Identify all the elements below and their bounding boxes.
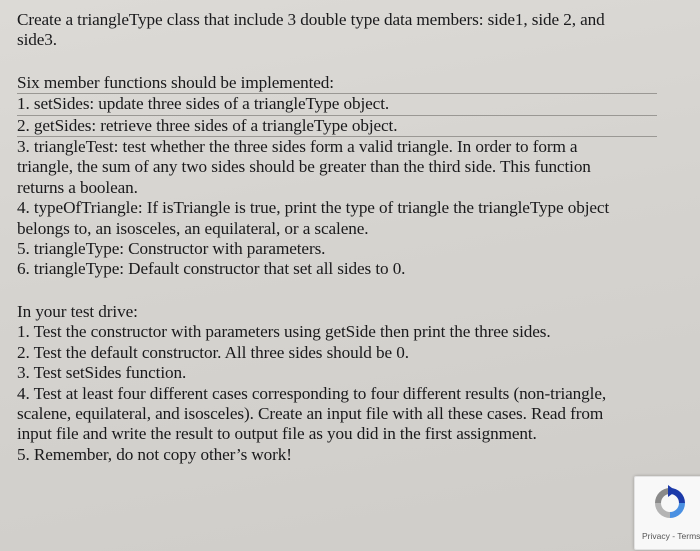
functions-heading: Six member functions should be implemented: [17, 72, 334, 92]
intro-line: Create a triangleType class that include 3 double type data members: side1, side 2, and [17, 10, 605, 29]
test-drive-item: 3. Test setSides function. [17, 363, 187, 383]
test-drive-item: 1. Test the constructor with parameters using getSide then print the three sides. [17, 322, 551, 342]
test-drive-item: 5. Remember, do not copy other’s work! [17, 444, 292, 464]
paragraph-gap [17, 280, 687, 302]
test-drive-heading: In your test drive: [17, 301, 138, 321]
assignment-text [17, 10, 687, 465]
function-item: triangle, the sum of any two sides should be greater than the third side. This function [17, 157, 591, 177]
paragraph-gap [17, 51, 687, 73]
test-drive-item: 2. Test the default constructor. All three sides should be 0. [17, 342, 409, 362]
function-item: 1. setSides: update three sides of a triangleType object. [17, 93, 657, 115]
function-item: 4. typeOfTriangle: If isTriangle is true, print the type of triangle the triangleType object [17, 198, 610, 218]
recaptcha-icon [652, 485, 688, 521]
function-item: 2. getSides: retrieve three sides of a triangleType object. [17, 115, 398, 135]
recaptcha-badge[interactable] [634, 476, 700, 550]
function-item: 3. triangleTest: test whether the three sides form a valid triangle. In order to form a [17, 136, 657, 157]
function-item: belongs to, an isosceles, an equilateral, or a scalene. [17, 218, 369, 238]
test-drive-item: input file and write the result to output file as you did in the first assignment. [17, 424, 537, 444]
function-item: returns a boolean. [17, 177, 138, 197]
test-drive-item: 4. Test at least four different cases corresponding to four different results (non-triangle, [17, 383, 607, 403]
privacy-terms-link[interactable]: Privacy - Terms [642, 531, 700, 541]
intro-line: side3. [17, 30, 57, 50]
test-drive-item: scalene, equilateral, and isosceles). Create an input file with all these cases. Read from [17, 403, 604, 423]
function-item: 6. triangleType: Default constructor that set all sides to 0. [17, 259, 406, 279]
function-item: 5. triangleType: Constructor with parameters. [17, 239, 326, 259]
